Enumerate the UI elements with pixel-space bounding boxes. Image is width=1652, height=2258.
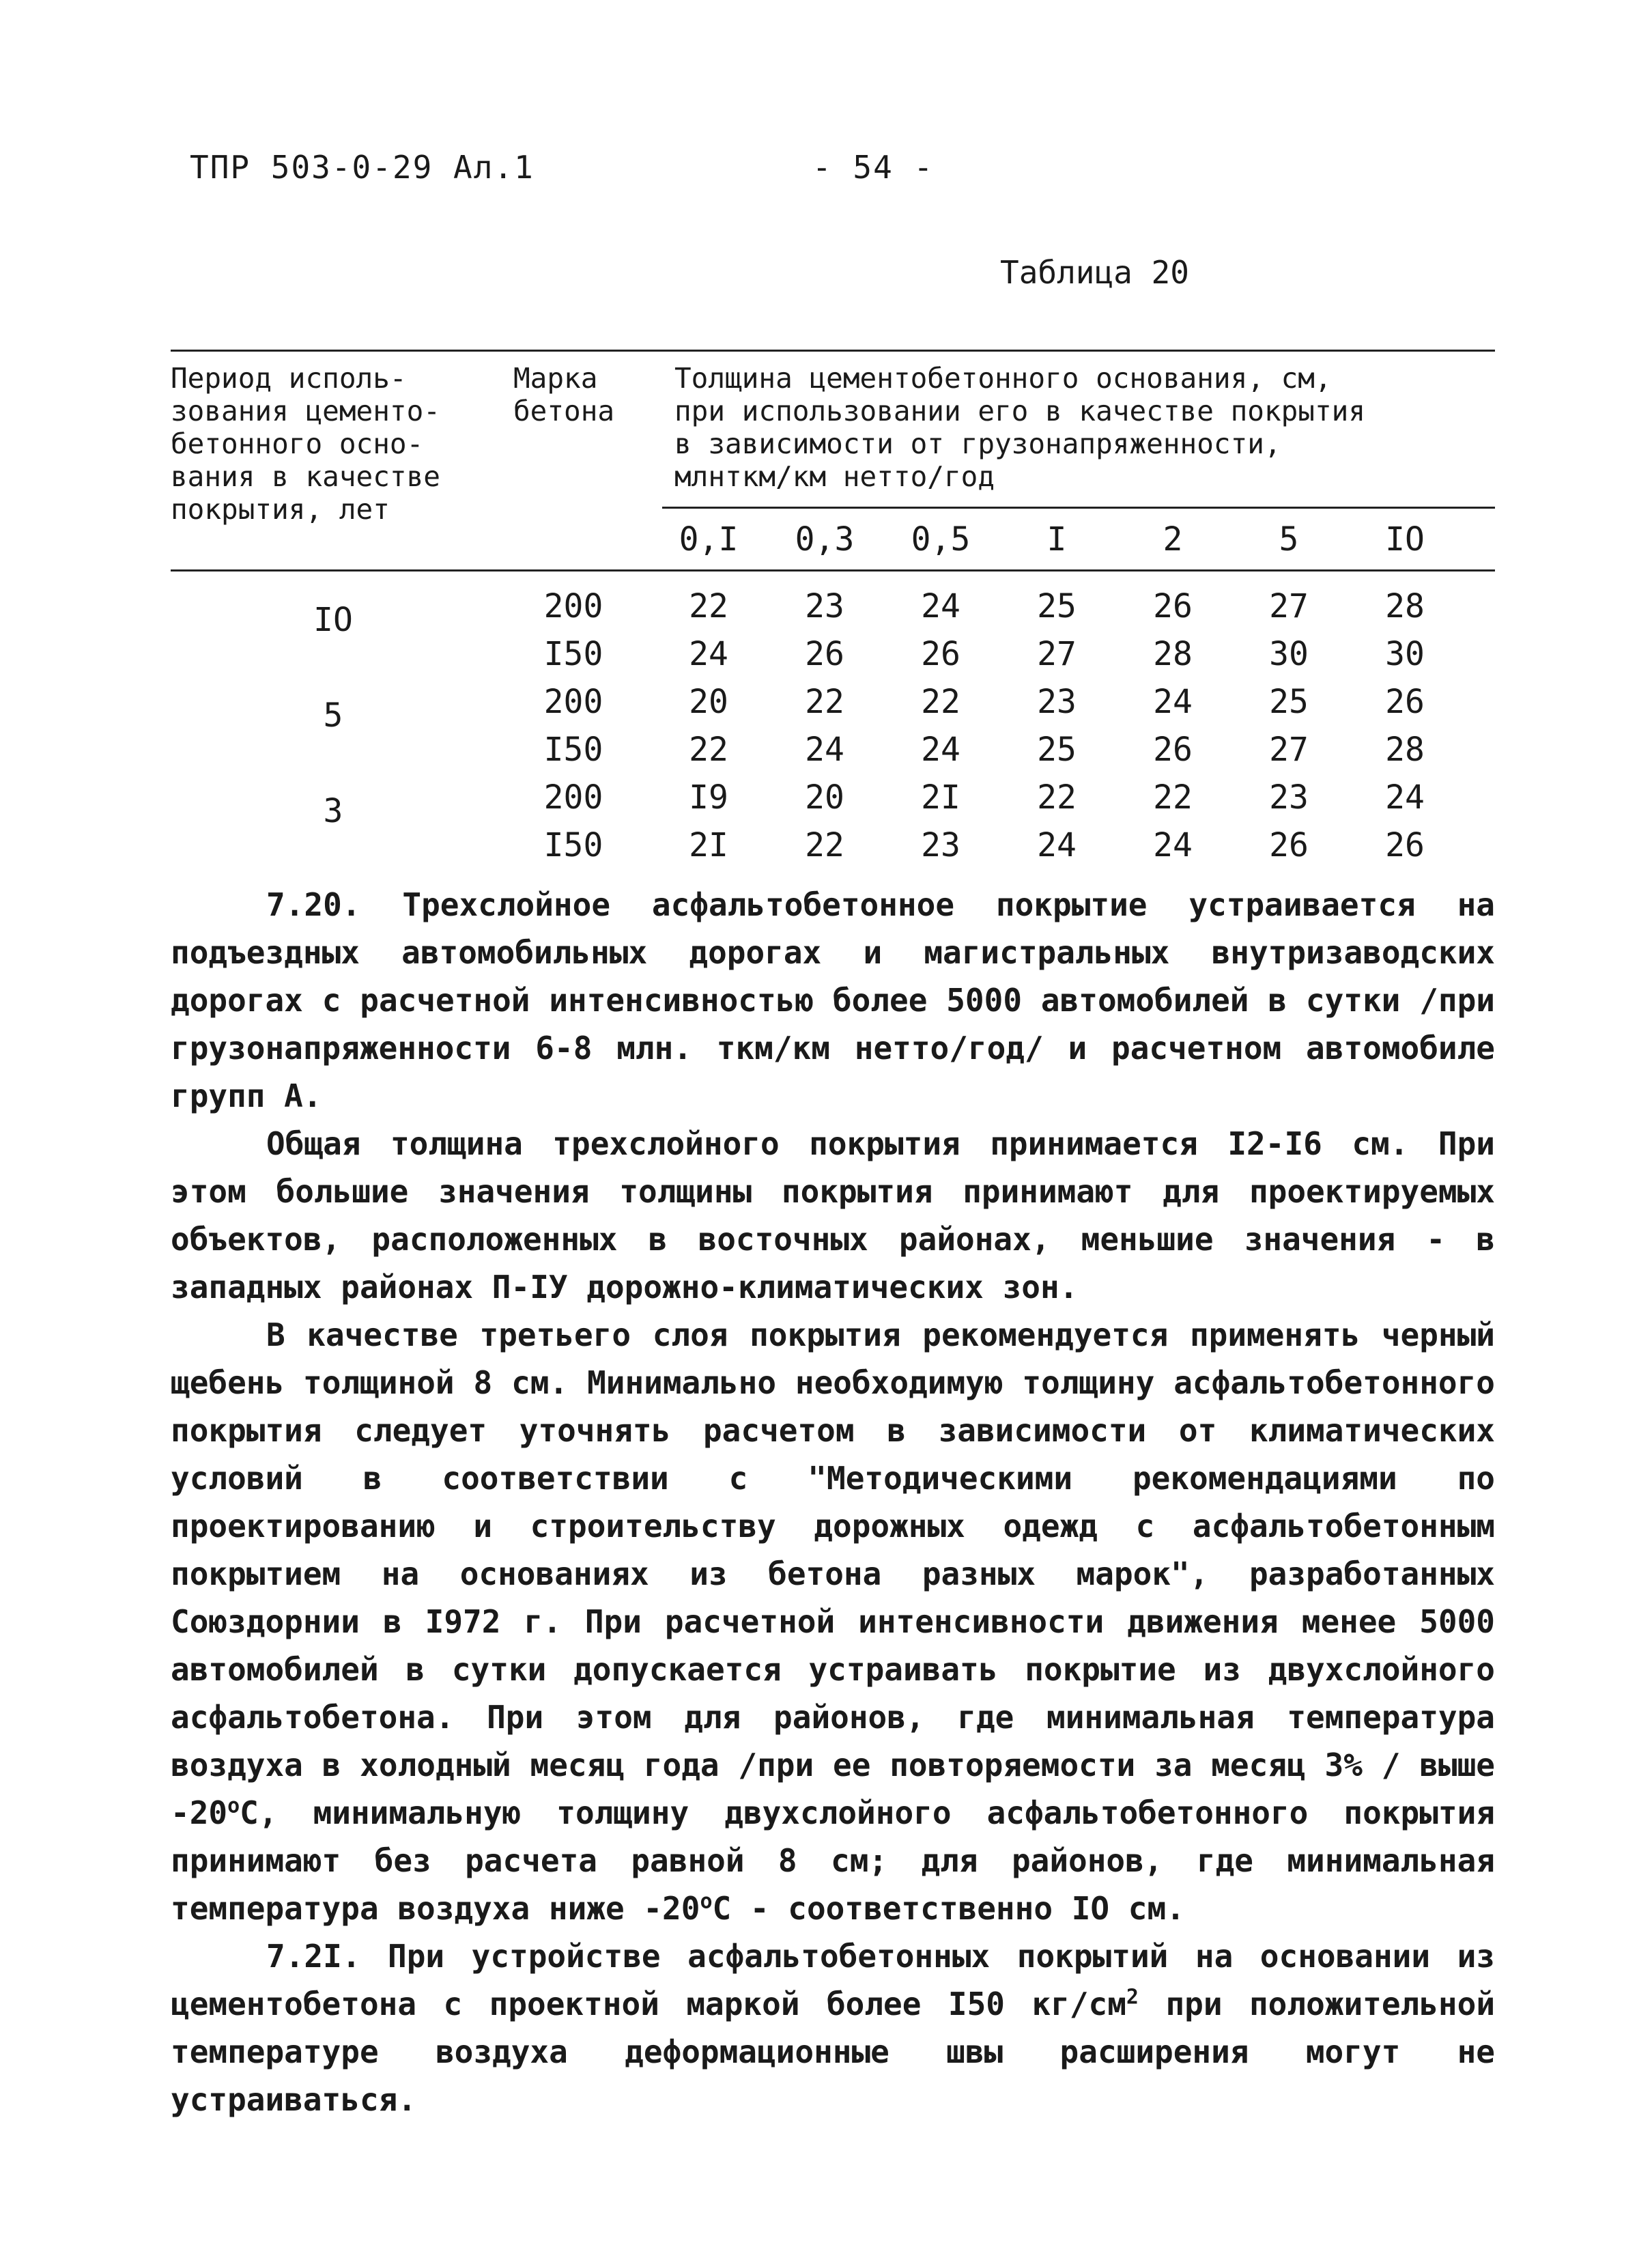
thickness-cell: 26 [805,635,844,673]
load-value-header: 2 [1163,520,1183,559]
table-caption: Таблица 20 [1000,254,1189,291]
thickness-cell: 22 [689,731,728,769]
grade-cell: 200 [543,683,603,721]
thickness-cell: 25 [1037,587,1077,625]
grade-cell: I50 [543,826,603,864]
thickness-cell: 25 [1037,731,1077,769]
thickness-cell: 26 [1385,826,1425,864]
paragraph-third-layer-part3: С - соответственно IO см. [712,1890,1185,1927]
thickness-cell: 26 [921,635,960,673]
thickness-cell: 22 [805,683,844,721]
thickness-cell: 26 [1153,587,1193,625]
thickness-cell: 22 [1153,778,1193,817]
thickness-cell: 2I [921,778,960,817]
period-cell: 3 [323,792,343,830]
thickness-cell: 28 [1153,635,1193,673]
header-base-thickness: Толщина цементобетонного основания, см, при использовании его в качестве покрытия в зависимости от грузонапряженности, млнткм/км нетто/год [674,362,1366,493]
period-cell: IO [313,601,353,639]
header-period: Период исполь- зования цементо- бетонного осно- вания в качестве покрытия, лет [171,362,440,526]
thickness-cell: 27 [1269,731,1309,769]
load-value-header: 0,I [679,520,739,559]
table-top-rule [171,350,1495,352]
thickness-cell: 24 [921,587,960,625]
paragraph-7-21-part1: 7.2I. При устройстве асфальтобетонных покрытий на основании из цементобетона с проектной маркой более I50 кг/см [171,1938,1495,2022]
thickness-cell: 23 [1269,778,1309,817]
page-number: - 54 - [812,149,935,186]
header-concrete-grade: Марка бетона [513,362,615,427]
grade-cell: 200 [543,587,603,625]
thickness-cell: 22 [689,587,728,625]
thickness-cell: 22 [1037,778,1077,817]
thickness-cell: 20 [689,683,728,721]
thickness-cell: 27 [1037,635,1077,673]
table-subheader-rule [662,507,1495,509]
load-value-header: I [1046,520,1067,559]
thickness-cell: 26 [1385,683,1425,721]
table-header-bottom-rule [171,569,1495,571]
load-value-header: 0,5 [911,520,971,559]
body-text [171,881,1495,2123]
paragraph-7-21-part2: при положительной температуре воздуха деформационные швы расширения могут не устраиваться. [171,1986,1496,2118]
degree-sign: о [227,1794,240,1818]
thickness-cell: 22 [921,683,960,721]
thickness-cell: 26 [1153,731,1193,769]
thickness-cell: 24 [1385,778,1425,817]
thickness-cell: 28 [1385,587,1425,625]
degree-sign: о [700,1889,713,1914]
thickness-cell: 23 [921,826,960,864]
load-value-header: 0,3 [795,520,855,559]
paragraph-third-layer-part1: В качестве третьего слоя покрытия рекомендуется применять черный щебень толщиной 8 см. Минимально необходимую толщину асфальтобетонного покрытия следует уточнять расчетом в зависимости от климатических условий в соответствии с "Методическими рекомендациями по проектированию и строительству дорожных одежд с асфальтобетонным покрытием на основаниях из бетона разных марок", разработанных Союздорнии в I972 г. При расчетной интенсивности движения менее 5000 автомобилей в сутки допускается устраивать покрытие из двухслойного асфальтобетона. При этом для районов, где минимальная температура воздуха в холодный месяц года /при ее повторяемости за месяц 3% / выше -20 [171,1316,1495,1831]
paragraph-third-layer [171,1311,1495,1932]
grade-cell: I50 [543,635,603,673]
thickness-cell: 2I [689,826,728,864]
thickness-cell: 24 [1153,683,1193,721]
grade-cell: 200 [543,778,603,817]
thickness-cell: 20 [805,778,844,817]
thickness-cell: 30 [1269,635,1309,673]
document-code: ТПР 503-0-29 Ал.1 [190,149,535,186]
grade-cell: I50 [543,731,603,769]
thickness-cell: 22 [805,826,844,864]
thickness-cell: 28 [1385,731,1425,769]
paragraph-third-layer-part2: С, минимальную толщину двухслойного асфальтобетонного покрытия принимают без расчета равной 8 см; для районов, где минимальная температура воздуха ниже -20 [171,1794,1495,1927]
load-value-header: IO [1385,520,1425,559]
paragraph-7-20: 7.20. Трехслойное асфальтобетонное покрытие устраивается на подъездных автомобильных дорогах и магистральных внутризаводских дорогах с расчетной интенсивностью более 5000 автомобилей в сутки /при грузонапряженности 6-8 млн. ткм/км нетто/год/ и расчетном автомобиле групп А. [171,886,1495,1114]
paragraph-total-thickness: Общая толщина трехслойного покрытия принимается I2-I6 см. При этом большие значения толщины покрытия принимают для проектируемых объектов, расположенных в восточных районах, меньшие значения - в западных районах П-IУ дорожно-климатических зон. [171,1125,1495,1306]
superscript-2: 2 [1126,1985,1139,2009]
thickness-cell: 27 [1269,587,1309,625]
thickness-cell: 24 [1153,826,1193,864]
load-value-header: 5 [1279,520,1299,559]
thickness-cell: 24 [689,635,728,673]
thickness-cell: 24 [1037,826,1077,864]
paragraph-7-21 [171,1932,1495,2123]
thickness-cell: I9 [689,778,728,817]
thickness-cell: 23 [1037,683,1077,721]
thickness-cell: 30 [1385,635,1425,673]
period-cell: 5 [323,696,343,735]
thickness-cell: 24 [921,731,960,769]
thickness-cell: 23 [805,587,844,625]
thickness-cell: 26 [1269,826,1309,864]
thickness-cell: 25 [1269,683,1309,721]
thickness-cell: 24 [805,731,844,769]
